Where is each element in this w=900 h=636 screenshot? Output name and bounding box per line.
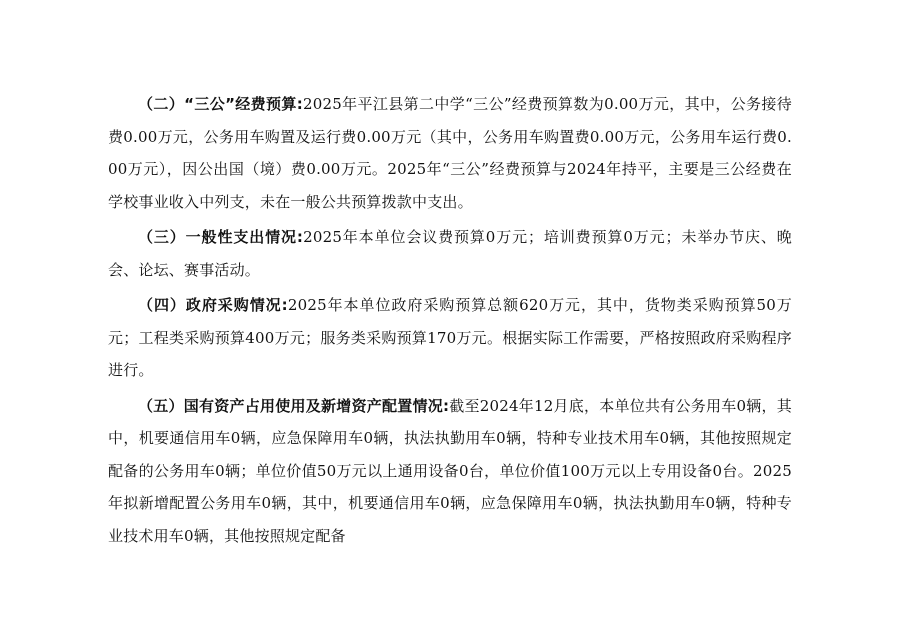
section-body: 2025年平江县第二中学“三公”经费预算数为0.00万元，其中，公务接待费0.00万元，公务用车购置及运行费0.00万元（其中，公务用车购置费0.00万元，公务用车运行费0.00万元），因公出国（境）费0.00万元。2025年“三公”经费预算与2024年持平，主要是三公经费在学校事业收入中列支，未在一般公共预算拨款中支出。: [108, 95, 792, 211]
section-heading: （三）一般性支出情况:: [138, 228, 304, 246]
section-body: 截至2024年12月底，本单位共有公务用车0辆，其中，机要通信用车0辆，应急保障用车0辆，执法执勤用车0辆，特种专业技术用车0辆，其他按照规定配备的公务用车0辆；单位价值50万元以上通用设备0台，单位价值100万元以上专用设备0台。2025年拟新增配置公务用车0辆，其中，机要通信用车0辆，应急保障用车0辆，执法执勤用车0辆，特种专业技术用车0辆，其他按照规定配备: [108, 396, 792, 545]
section-heading: （五）国有资产占用使用及新增资产配置情况:: [138, 396, 450, 415]
section-state-assets: [108, 390, 792, 553]
section-body: 2025年本单位会议费预算0万元；培训费预算0万元；未举办节庆、晚会、论坛、赛事活动。: [108, 228, 792, 279]
section-heading: （二）“三公”经费预算:: [138, 95, 303, 113]
section-body: 2025年本单位政府采购预算总额620万元，其中，货物类采购预算50万元；工程类采购预算400万元；服务类采购预算170万元。根据实际工作需要，严格按照政府采购程序进行。: [108, 296, 792, 379]
section-government-procurement: [108, 289, 792, 387]
section-heading: （四）政府采购情况:: [138, 296, 288, 314]
section-san-gong-budget: [108, 88, 792, 218]
section-general-expenditure: [108, 221, 792, 286]
document-body: [108, 88, 792, 555]
